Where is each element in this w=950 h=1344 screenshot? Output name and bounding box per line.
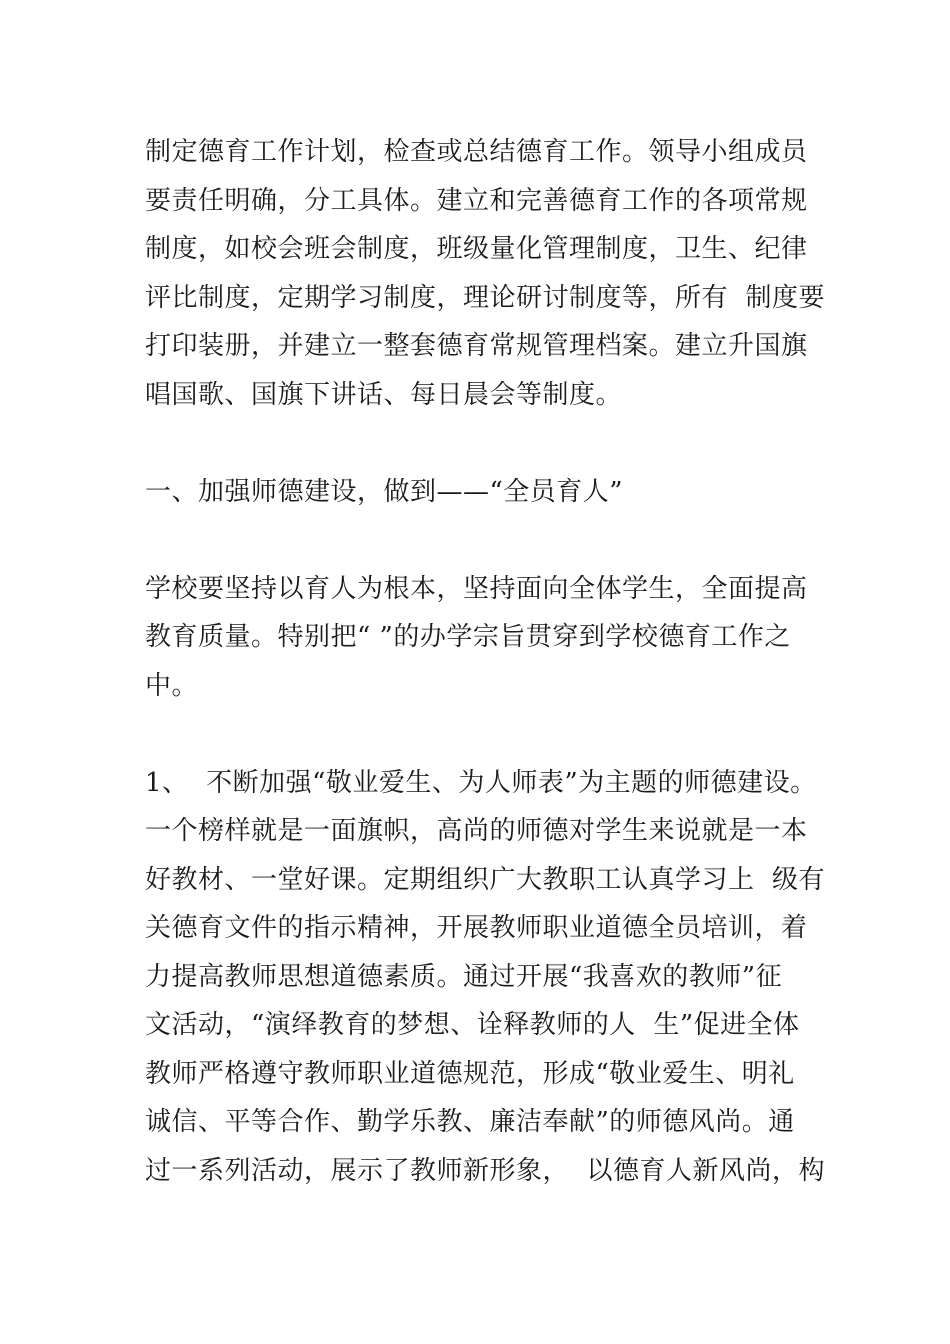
text-line: 学校要坚持以育人为根本，坚持面向全体学生，全面提高: [145, 573, 808, 604]
text-line: 关德育文件的指示精神，开展教师职业道德全员培训，着: [145, 913, 808, 943]
paragraph-1: [145, 128, 845, 419]
paragraph-spacer: [145, 419, 845, 468]
paragraph-3: [145, 759, 845, 1196]
paragraph-spacer: [145, 516, 845, 565]
text-line: 打印装册，并建立一整套德育常规管理档案。建立升国旗: [145, 331, 808, 361]
text-line: 中。: [145, 670, 199, 701]
text-line: 唱国歌、国旗下讲话、每日晨会等制度。: [145, 379, 623, 410]
text-line: 要责任明确，分工具体。建立和完善德育工作的各项常规: [145, 185, 808, 216]
text-line: 文活动，“演绎教育的梦想、诠释教师的人 生”促进全体: [145, 1010, 800, 1040]
text-line: 制定德育工作计划，检查或总结德育工作。领导小组成员: [145, 137, 808, 167]
document-body: [145, 128, 845, 1195]
paragraph-2: [145, 565, 845, 711]
text-line: 教育质量。特别把“ ”的办学宗旨贯穿到学校德育工作之: [145, 622, 791, 652]
text-line: 评比制度，定期学习制度，理论研讨制度等，所有 制度要: [145, 282, 826, 313]
text-line: 教师严格遵守教师职业道德规范，形成“敬业爱生、明礼: [145, 1058, 795, 1089]
section-heading: 一、加强师德建设，做到——“全员育人”: [145, 476, 624, 507]
text-line: 力提高教师思想道德素质。通过开展“我喜欢的教师”征: [145, 961, 783, 992]
paragraph-spacer: [145, 710, 845, 759]
text-line: 诚信、平等合作、勤学乐教、廉洁奉献”的师德风尚。通: [145, 1107, 795, 1137]
text-line: 1、 不断加强“敬业爱生、为人师表”为主题的师德建设。: [145, 767, 817, 798]
text-line: 过一系列活动，展示了教师新形象， 以德育人新风尚，构: [145, 1155, 826, 1186]
text-line: 制度，如校会班会制度，班级量化管理制度，卫生、纪律: [145, 234, 808, 264]
text-line: 一个榜样就是一面旗帜，高尚的师德对学生来说就是一本: [145, 816, 808, 846]
text-line: 好教材、一堂好课。定期组织广大教职工认真学习上 级有: [145, 864, 826, 895]
